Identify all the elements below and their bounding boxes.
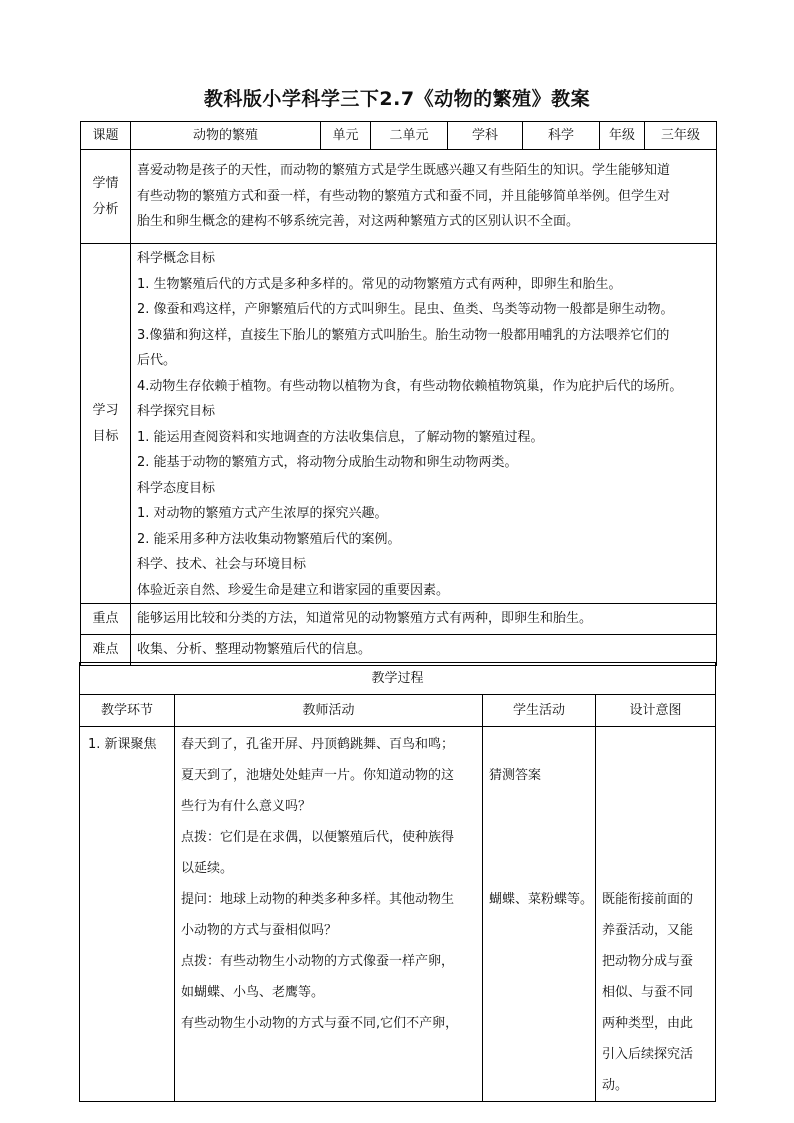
- process-heading-row: [80, 663, 716, 695]
- course-value: 动物的繁殖: [131, 122, 321, 150]
- key-point-text: 能够运用比较和分类的方法，知道常见的动物繁殖方式有两种，即卵生和胎生。: [131, 604, 717, 635]
- key-point-row: [81, 604, 717, 635]
- difficulty-label: 难点: [81, 635, 131, 666]
- analysis-label: 学情 分析: [81, 150, 131, 244]
- lesson-info-table: [80, 121, 717, 666]
- column-intent: 设计意图: [596, 695, 716, 727]
- goals-label: 学习 目标: [81, 244, 131, 604]
- goals-row: [81, 244, 717, 604]
- subject-label: 学科: [448, 122, 523, 150]
- process-heading: 教学过程: [80, 663, 716, 695]
- design-intent-cell: 既能衔接前面的 养蚕活动，又能 把动物分成与蚕 相似、与蚕不同 两种类型，由此 引入后续探究活 动。: [596, 727, 716, 1102]
- teaching-process-table: [79, 662, 716, 1102]
- difficulty-text: 收集、分析、整理动物繁殖后代的信息。: [131, 635, 717, 666]
- subject-value: 科学: [523, 122, 600, 150]
- student-activity-1: 猜测答案: [489, 768, 542, 783]
- key-point-label: 重点: [81, 604, 131, 635]
- column-teacher: 教师活动: [175, 695, 483, 727]
- process-row-intro: [80, 727, 716, 1102]
- unit-value: 二单元: [371, 122, 448, 150]
- teacher-activity-cell: 春天到了，孔雀开屏、丹顶鹤跳舞、百鸟和鸣； 夏天到了，池塘处处蛙声一片。你知道动物的这 些行为有什么意义吗？ 点拨：它们是在求偶，以便繁殖后代，使种族得 以延续。 提问：地球上动物的种类多种多样。其他动物生 小动物的方式与蚕相似吗？ 点拨：有些动物生小动物的方式像蚕一样产卵， 如蝴蝶、小鸟、老鹰等。 有些动物生小动物的方式与蚕不同,它们不产卵，: [175, 727, 483, 1102]
- info-row: [81, 122, 717, 150]
- unit-label: 单元: [321, 122, 371, 150]
- column-stage: 教学环节: [80, 695, 175, 727]
- column-student: 学生活动: [483, 695, 596, 727]
- difficulty-row: [81, 635, 717, 666]
- course-label: 课题: [81, 122, 131, 150]
- analysis-text: 喜爱动物是孩子的天性，而动物的繁殖方式是学生既感兴趣又有些陌生的知识。学生能够知道 有些动物的繁殖方式和蚕一样，有些动物的繁殖方式和蚕不同，并且能够简单举例。但学生对 胎生和卵生概念的建构不够系统完善，对这两种繁殖方式的区别认识不全面。: [131, 150, 717, 244]
- grade-value: 三年级: [645, 122, 717, 150]
- document-title: 教科版小学科学三下2.7《动物的繁殖》教案: [203, 88, 591, 110]
- analysis-row: [81, 150, 717, 244]
- goals-text: 科学概念目标 1. 生物繁殖后代的方式是多种多样的。常见的动物繁殖方式有两种，即卵生和胎生。 2. 像蚕和鸡这样，产卵繁殖后代的方式叫卵生。昆虫、鱼类、鸟类等动物一般都是卵生动物。 3.像猫和狗这样，直接生下胎儿的繁殖方式叫胎生。胎生动物一般都用哺乳的方法喂养它们的 后代。 4.动物生存依赖于植物。有些动物以植物为食，有些动物依赖植物筑巢，作为庇护后代的场所。 科学探究目标 1. 能运用查阅资料和实地调查的方法收集信息，了解动物的繁殖过程。 2. 能基于动物的繁殖方式，将动物分成胎生动物和卵生动物两类。 科学态度目标 1. 对动物的繁殖方式产生浓厚的探究兴趣。 2. 能采用多种方法收集动物繁殖后代的案例。 科学、技术、社会与环境目标 体验近亲自然、珍爱生命是建立和谐家园的重要因素。: [131, 244, 717, 604]
- student-activity-cell: [483, 727, 596, 1102]
- student-activity-2: 蝴蝶、菜粉蝶等。: [489, 892, 594, 907]
- grade-label: 年级: [600, 122, 645, 150]
- stage-cell: 1. 新课聚焦: [80, 727, 175, 1102]
- process-columns-row: [80, 695, 716, 727]
